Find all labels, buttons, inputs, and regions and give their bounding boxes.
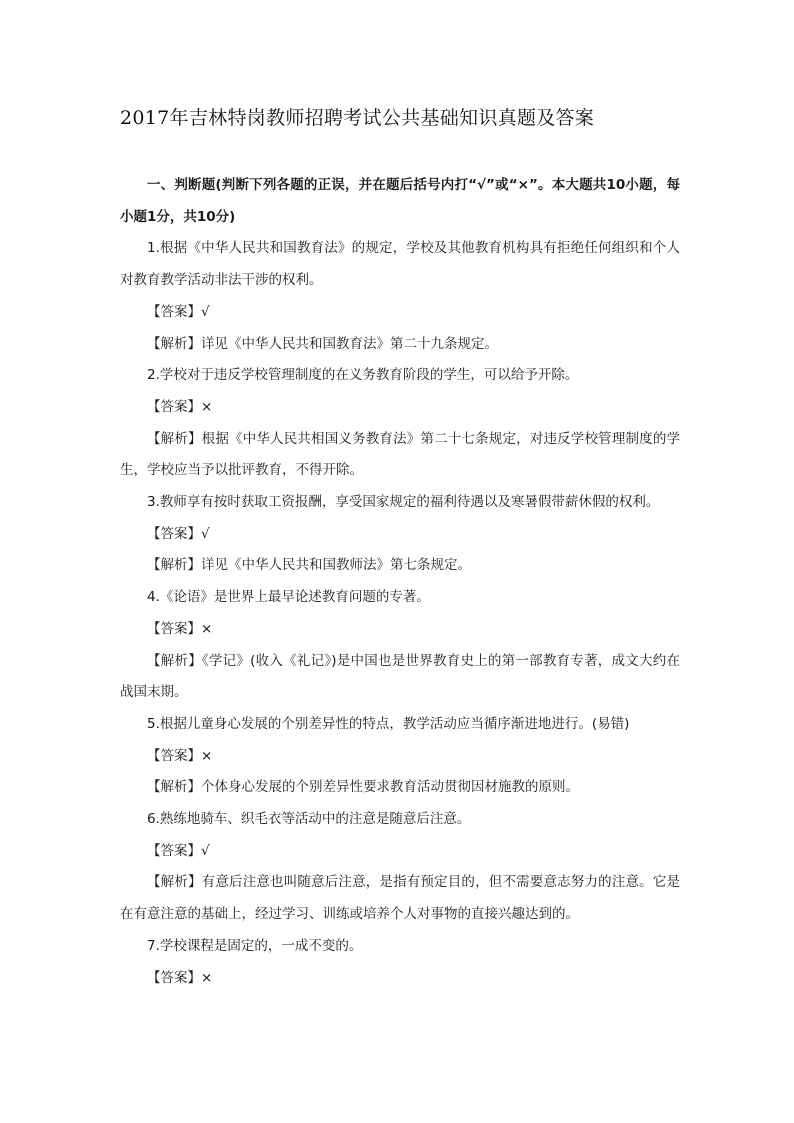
answer-6: 【答案】√ <box>147 842 210 859</box>
answer-4: 【答案】× <box>147 620 213 637</box>
question-1: 1.根据《中华人民共和国教育法》的规定，学校及其他教育机构具有拒绝任何组织和个人对教育教学活动非法干涉的权利。 <box>120 240 680 289</box>
analysis-1: 【解析】详见《中华人民共和国教育法》第二十九条规定。 <box>147 335 498 352</box>
analysis-5: 【解析】个体身心发展的个别差异性要求教育活动贯彻因材施教的原则。 <box>147 779 579 796</box>
answer-1: 【答案】√ <box>147 303 210 320</box>
analysis-2: 【解析】根据《中华人民共相国义务教育法》第二十七条规定，对违反学校管理制度的学生，学校应当予以批评教育，不得开除。 <box>120 430 680 479</box>
answer-3: 【答案】√ <box>147 525 210 542</box>
analysis-3: 【解析】详见《中华人民共和国教师法》第七条规定。 <box>147 557 471 574</box>
question-2: 2.学校对于违反学校管理制度的在义务教育阶段的学生，可以给予开除。 <box>147 367 579 384</box>
answer-7: 【答案】× <box>147 969 213 986</box>
analysis-6: 【解析】有意后注意也叫随意后注意，是指有预定目的，但不需要意志努力的注意。它是在有意注意的基础上，经过学习、训练或培养个人对事物的直接兴趣达到的。 <box>120 874 680 923</box>
question-6: 6.熟练地骑车、织毛衣等活动中的注意是随意后注意。 <box>147 811 471 828</box>
answer-5: 【答案】× <box>147 747 213 764</box>
question-4: 4.《论语》是世界上最早论述教育问题的专著。 <box>147 589 430 606</box>
answer-2: 【答案】× <box>147 398 213 415</box>
question-7: 7.学校课程是固定的，一成不变的。 <box>147 937 363 954</box>
document-title: 2017年吉林特岗教师招聘考试公共基础知识真题及答案 <box>120 107 595 129</box>
question-3: 3.教师享有按时获取工资报酬，享受国家规定的福利待遇以及寒暑假带薪休假的权利。 <box>147 494 660 511</box>
question-5: 5.根据儿童身心发展的个别差异性的特点，教学活动应当循序渐进地进行。(易错) <box>147 715 630 732</box>
section-heading-judgment: 一、判断题(判断下列各题的正误，并在题后括号内打“√”或“×”。本大题共10小题，每小题1分，共10分) <box>120 177 680 225</box>
document-body <box>120 170 680 994</box>
analysis-4: 【解析】《学记》(收入《礼记》)是中国也是世界教育史上的第一部教育专著，成文大约在战国末期。 <box>120 652 680 701</box>
